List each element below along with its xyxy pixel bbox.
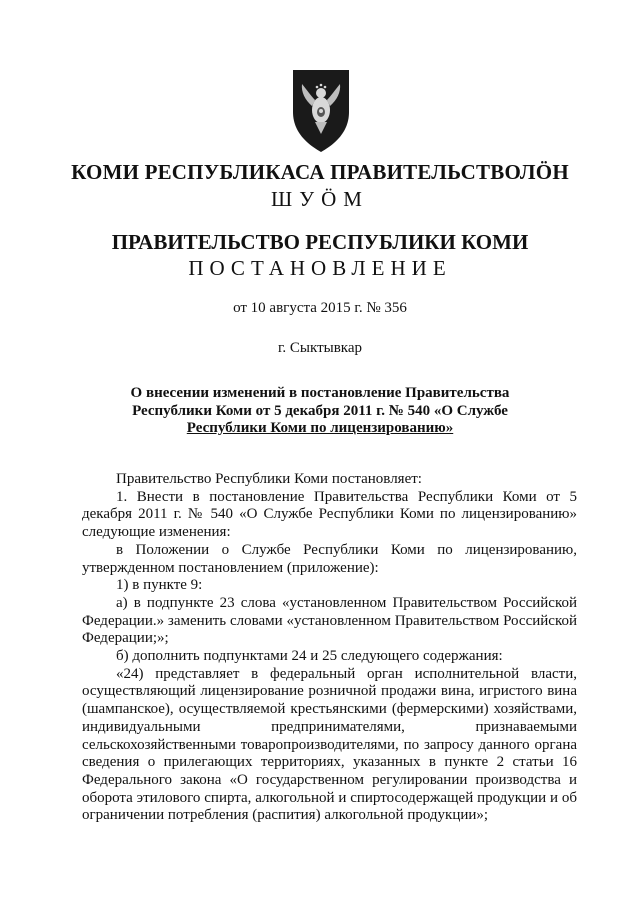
document-date-number: от 10 августа 2015 г. № 356 — [233, 300, 407, 316]
paragraph-4: а) в подпункте 23 слова «установленном Правительством Российской Федерации.» заменить словами «установленном Правительством Российской Федерации;»; — [82, 594, 577, 647]
paragraph-0: Правительство Республики Коми постановляет: — [116, 471, 422, 487]
header-komi-name: КОМИ РЕСПУБЛИКАСА ПРАВИТЕЛЬСТВОЛÖН — [71, 160, 569, 184]
paragraph-6: «24) представляет в федеральный орган исполнительной власти, осуществляющий лицензирование розничной продажи вина, игристого вина (шампанское), осуществляемой крестьянскими (фермерскими) хозяйствами, индивидуальными предпринимателями, признаваемыми сельскохозяйственными товаропроизводителями, по запросу данного органа сведения о прилегающих территориях, указанных в пункте 2 статьи 16 Федерального закона «О государственном регулировании производства и оборота этилового спирта, алкогольной и спиртосодержащей продукции и об ограничении потребления (распития) алкогольной продукции»; — [82, 665, 577, 824]
title-line-3: Республики Коми по лицензированию» — [186, 420, 454, 436]
document-type: ПОСТАНОВЛЕНИЕ — [188, 256, 452, 280]
paragraph-3: 1) в пункте 9: — [116, 577, 203, 594]
paragraph-5: б) дополнить подпунктами 24 и 25 следующего содержания: — [116, 648, 503, 665]
document-body — [82, 471, 577, 825]
paragraph-2: в Положении о Службе Республики Коми по лицензированию, утвержденном постановлением (приложение): — [82, 541, 577, 576]
title-line-2: Республики Коми от 5 декабря 2011 г. № 540 «О Службе — [132, 402, 508, 419]
header-shuom: ШУÖМ — [271, 187, 369, 211]
coat-of-arms-emblem — [289, 66, 353, 154]
document-city: г. Сыктывкар — [277, 340, 363, 356]
header-government: ПРАВИТЕЛЬСТВО РЕСПУБЛИКИ КОМИ — [111, 230, 529, 254]
document-title — [0, 385, 640, 438]
paragraph-1: 1. Внести в постановление Правительства Республики Коми от 5 декабря 2011 г. № 540 «О Службе Республики Коми по лицензированию» следующие изменения: — [82, 488, 577, 541]
title-line-1: О внесении изменений в постановление Правительства — [130, 385, 510, 401]
